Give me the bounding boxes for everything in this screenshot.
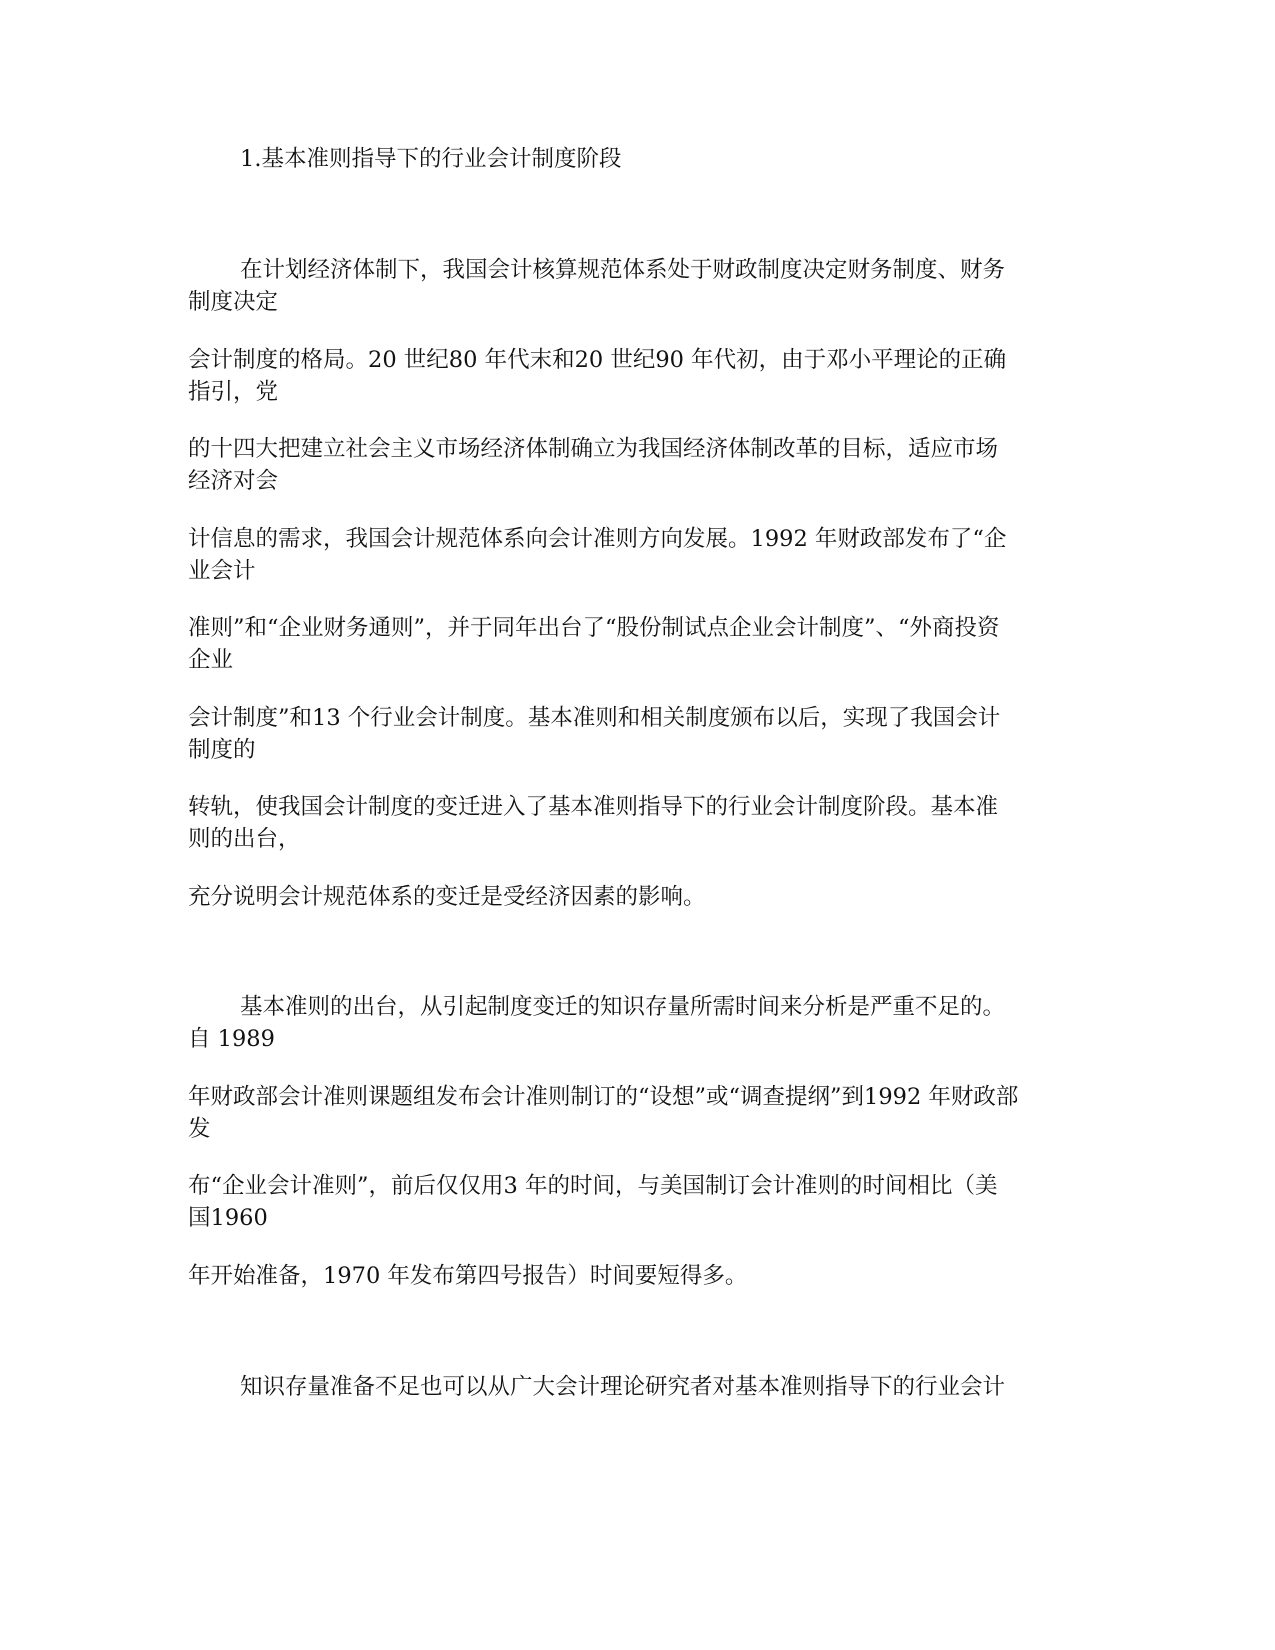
paragraph-1-line-3: 会计制度的格局。20 世纪80 年代末和20 世纪90 年代初，由于邓小平理论的正确 (188, 347, 1007, 373)
paragraph-1-line-15: 充分说明会计规范体系的变迁是受经济因素的影响。 (188, 884, 706, 910)
paragraph-1-line-7: 计信息的需求，我国会计规范体系向会计准则方向发展。1992 年财政部发布了“企 (188, 526, 1007, 552)
paragraph-2-line-2: 自 1989 (188, 1026, 275, 1052)
paragraph-1-line-5: 的十四大把建立社会主义市场经济体制确立为我国经济体制改革的目标，适应市场 (188, 436, 999, 462)
section-heading: 1.基本准则指导下的行业会计制度阶段 (240, 146, 622, 172)
paragraph-2-line-5: 布“企业会计准则”，前后仅仅用3 年的时间，与美国制订会计准则的时间相比（美 (188, 1173, 998, 1199)
paragraph-2-line-1: 基本准则的出台，从引起制度变迁的知识存量所需时间来分析是严重不足的。 (240, 994, 1006, 1020)
paragraph-2-line-6: 国1960 (188, 1205, 268, 1231)
paragraph-2-line-7: 年开始准备，1970 年发布第四号报告）时间要短得多。 (188, 1263, 748, 1289)
paragraph-2-line-4: 发 (188, 1116, 211, 1142)
paragraph-1-line-9: 准则”和“企业财务通则”，并于同年出台了“股份制试点企业会计制度”、“外商投资 (188, 615, 1000, 641)
paragraph-1-line-8: 业会计 (188, 558, 256, 584)
paragraph-1-line-14: 则的出台， (188, 826, 301, 852)
paragraph-2-line-3: 年财政部会计准则课题组发布会计准则制订的“设想”或“调查提纲”到1992 年财政部 (188, 1084, 1019, 1110)
paragraph-1-line-1: 在计划经济体制下，我国会计核算规范体系处于财政制度决定财务制度、财务 (240, 257, 1006, 283)
paragraph-3-line-1: 知识存量准备不足也可以从广大会计理论研究者对基本准则指导下的行业会计 (240, 1374, 1006, 1400)
paragraph-1-line-13: 转轨，使我国会计制度的变迁进入了基本准则指导下的行业会计制度阶段。基本准 (188, 794, 999, 820)
paragraph-1-line-4: 指引，党 (188, 379, 279, 405)
paragraph-1-line-12: 制度的 (188, 737, 256, 763)
paragraph-1-line-6: 经济对会 (188, 468, 279, 494)
paragraph-1-line-11: 会计制度”和13 个行业会计制度。基本准则和相关制度颁布以后，实现了我国会计 (188, 705, 1001, 731)
paragraph-1-line-10: 企业 (188, 647, 234, 673)
paragraph-1-line-2: 制度决定 (188, 289, 279, 315)
